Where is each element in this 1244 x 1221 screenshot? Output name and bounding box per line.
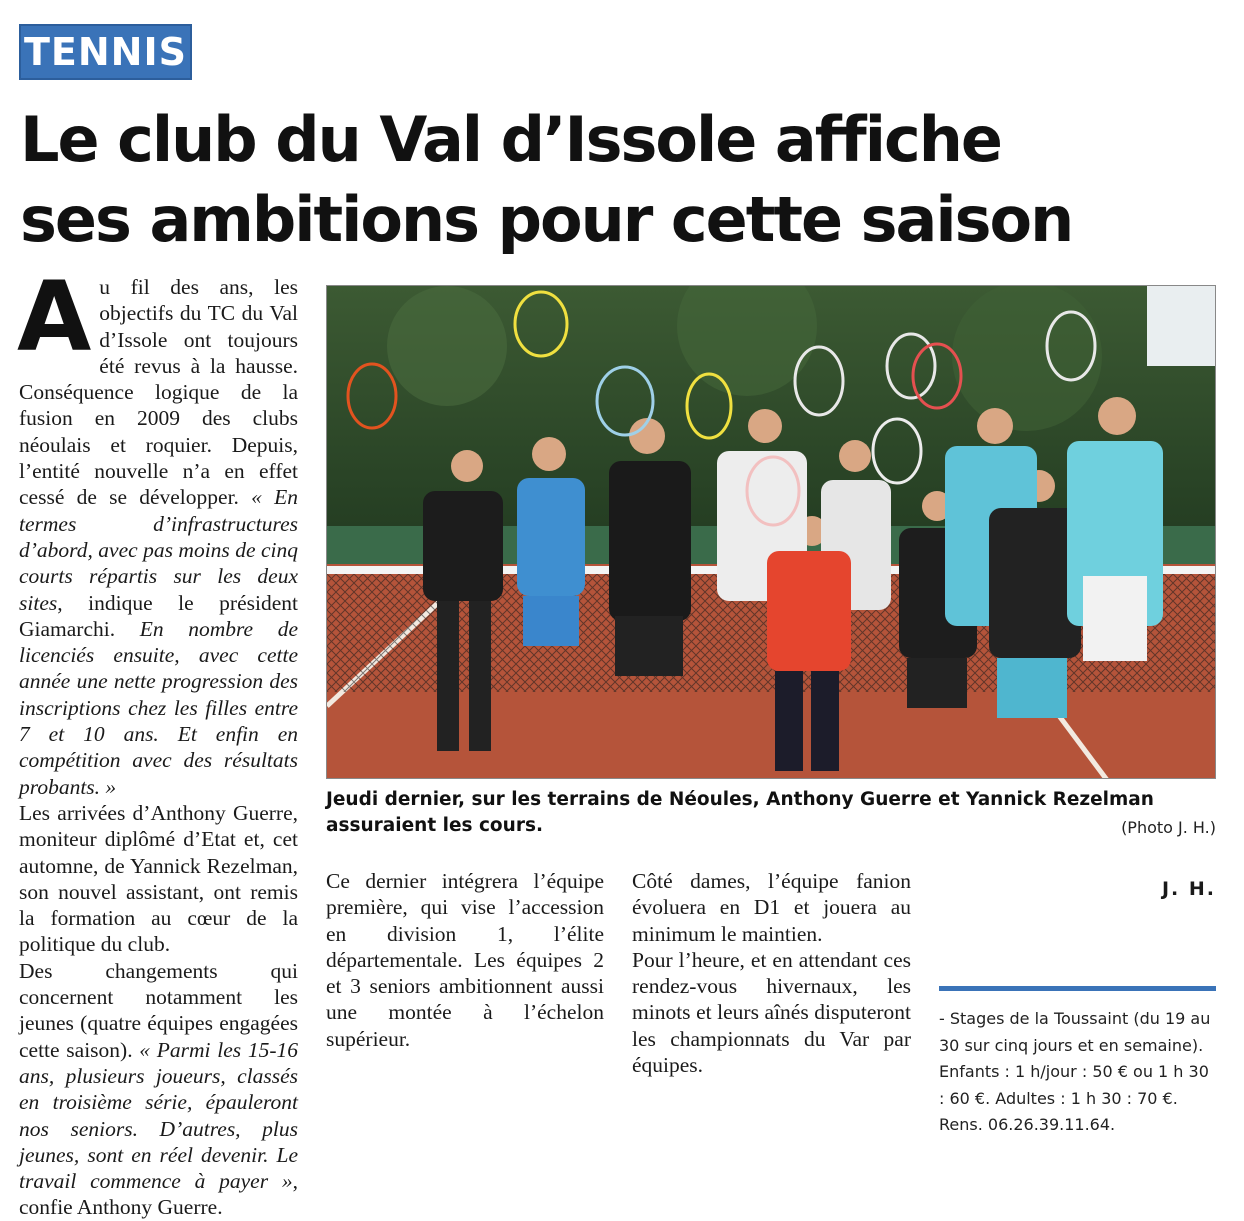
section-rubric: TENNIS [19, 24, 192, 80]
author-signature: J. H. [1161, 878, 1216, 900]
p1-text-a: u fil des ans, les objectifs du TC du Val d’Issole ont toujours été revus à la hausse. Conséquence logique de la fusion en 2009 des clubs néoulais et roquier. Depuis, l’entité nouvelle n’a en effet cessé de se développer. [19, 275, 298, 510]
headline-line-2: ses ambitions pour cette saison [20, 183, 1073, 256]
p3-quote: « Parmi les 15-16 ans, plusieurs joueurs, classés en troisième série, épauleront nos seniors. D’autres, plus jeunes, sont en réel devenir. Le travail commence à payer » [19, 1037, 298, 1194]
team-photo-illustration [327, 286, 1216, 779]
article-column-3 [632, 868, 911, 1078]
headline [20, 100, 1230, 260]
p1-quote-a: « En termes d’infrastructures d’abord, avec pas moins de cinq courts répartis sur les deux sites [19, 485, 298, 615]
p3-text-a: Des changements qui concernent notamment les jeunes (quatre équipes engagées cette saison). [19, 958, 298, 1062]
article-column-1 [17, 261, 298, 1221]
info-line-2: Enfants : 1 h/jour : 50 € ou 1 h 30 : 60 €. Adultes : 1 h 30 : 70 €. Rens. 06.26.39.11.64. [939, 1062, 1209, 1134]
paragraph-2: Les arrivées d’Anthony Guerre, moniteur diplômé d’Etat et, cet automne, de Yannick Rezelman, son nouvel assistant, ont remis la formation au cœur de la politique du club. [19, 800, 298, 957]
info-line-1: - Stages de la Toussaint (du 19 au 30 sur cinq jours et en semaine). [939, 1009, 1211, 1055]
p3-text-b: , confie Anthony Guerre. [19, 1169, 298, 1220]
team-photo [326, 285, 1216, 779]
p1-quote-b: En nombre de licenciés ensuite, avec cette année une nette progression des inscriptions chez les filles entre 7 et 10 ans. Et enfin en compétition avec des résultats probants. » [19, 616, 298, 799]
info-box [939, 1006, 1216, 1139]
info-box-rule [939, 986, 1216, 991]
p1-text-b: , indique le président Giamarchi. [19, 590, 298, 641]
drop-cap: A [17, 261, 92, 373]
paragraph-1 [17, 261, 298, 800]
headline-line-1: Le club du Val d’Issole affiche [20, 103, 1001, 176]
paragraph-5: Côté dames, l’équipe fanion évoluera en D1 et jouera au minimum le maintien. [632, 869, 911, 946]
paragraph-4: Ce dernier intégrera l’équipe première, qui vise l’accession en division 1, l’élite départementale. Les équipes 2 et 3 seniors ambitionnent aussi une montée à l’échelon supérieur. [326, 869, 604, 1051]
article-column-2 [326, 868, 604, 1052]
article-column-4 [939, 868, 1216, 902]
paragraph-3 [19, 958, 298, 1221]
photo-caption: Jeudi dernier, sur les terrains de Néoules, Anthony Guerre et Yannick Rezelman assuraient les cours. [326, 789, 1154, 836]
photo-credit: (Photo J. H.) [1121, 818, 1216, 837]
paragraph-6: Pour l’heure, et en attendant ces rendez-vous hivernaux, les minots et leurs aînés disputeront les championnats du Var par équipes. [632, 947, 911, 1078]
